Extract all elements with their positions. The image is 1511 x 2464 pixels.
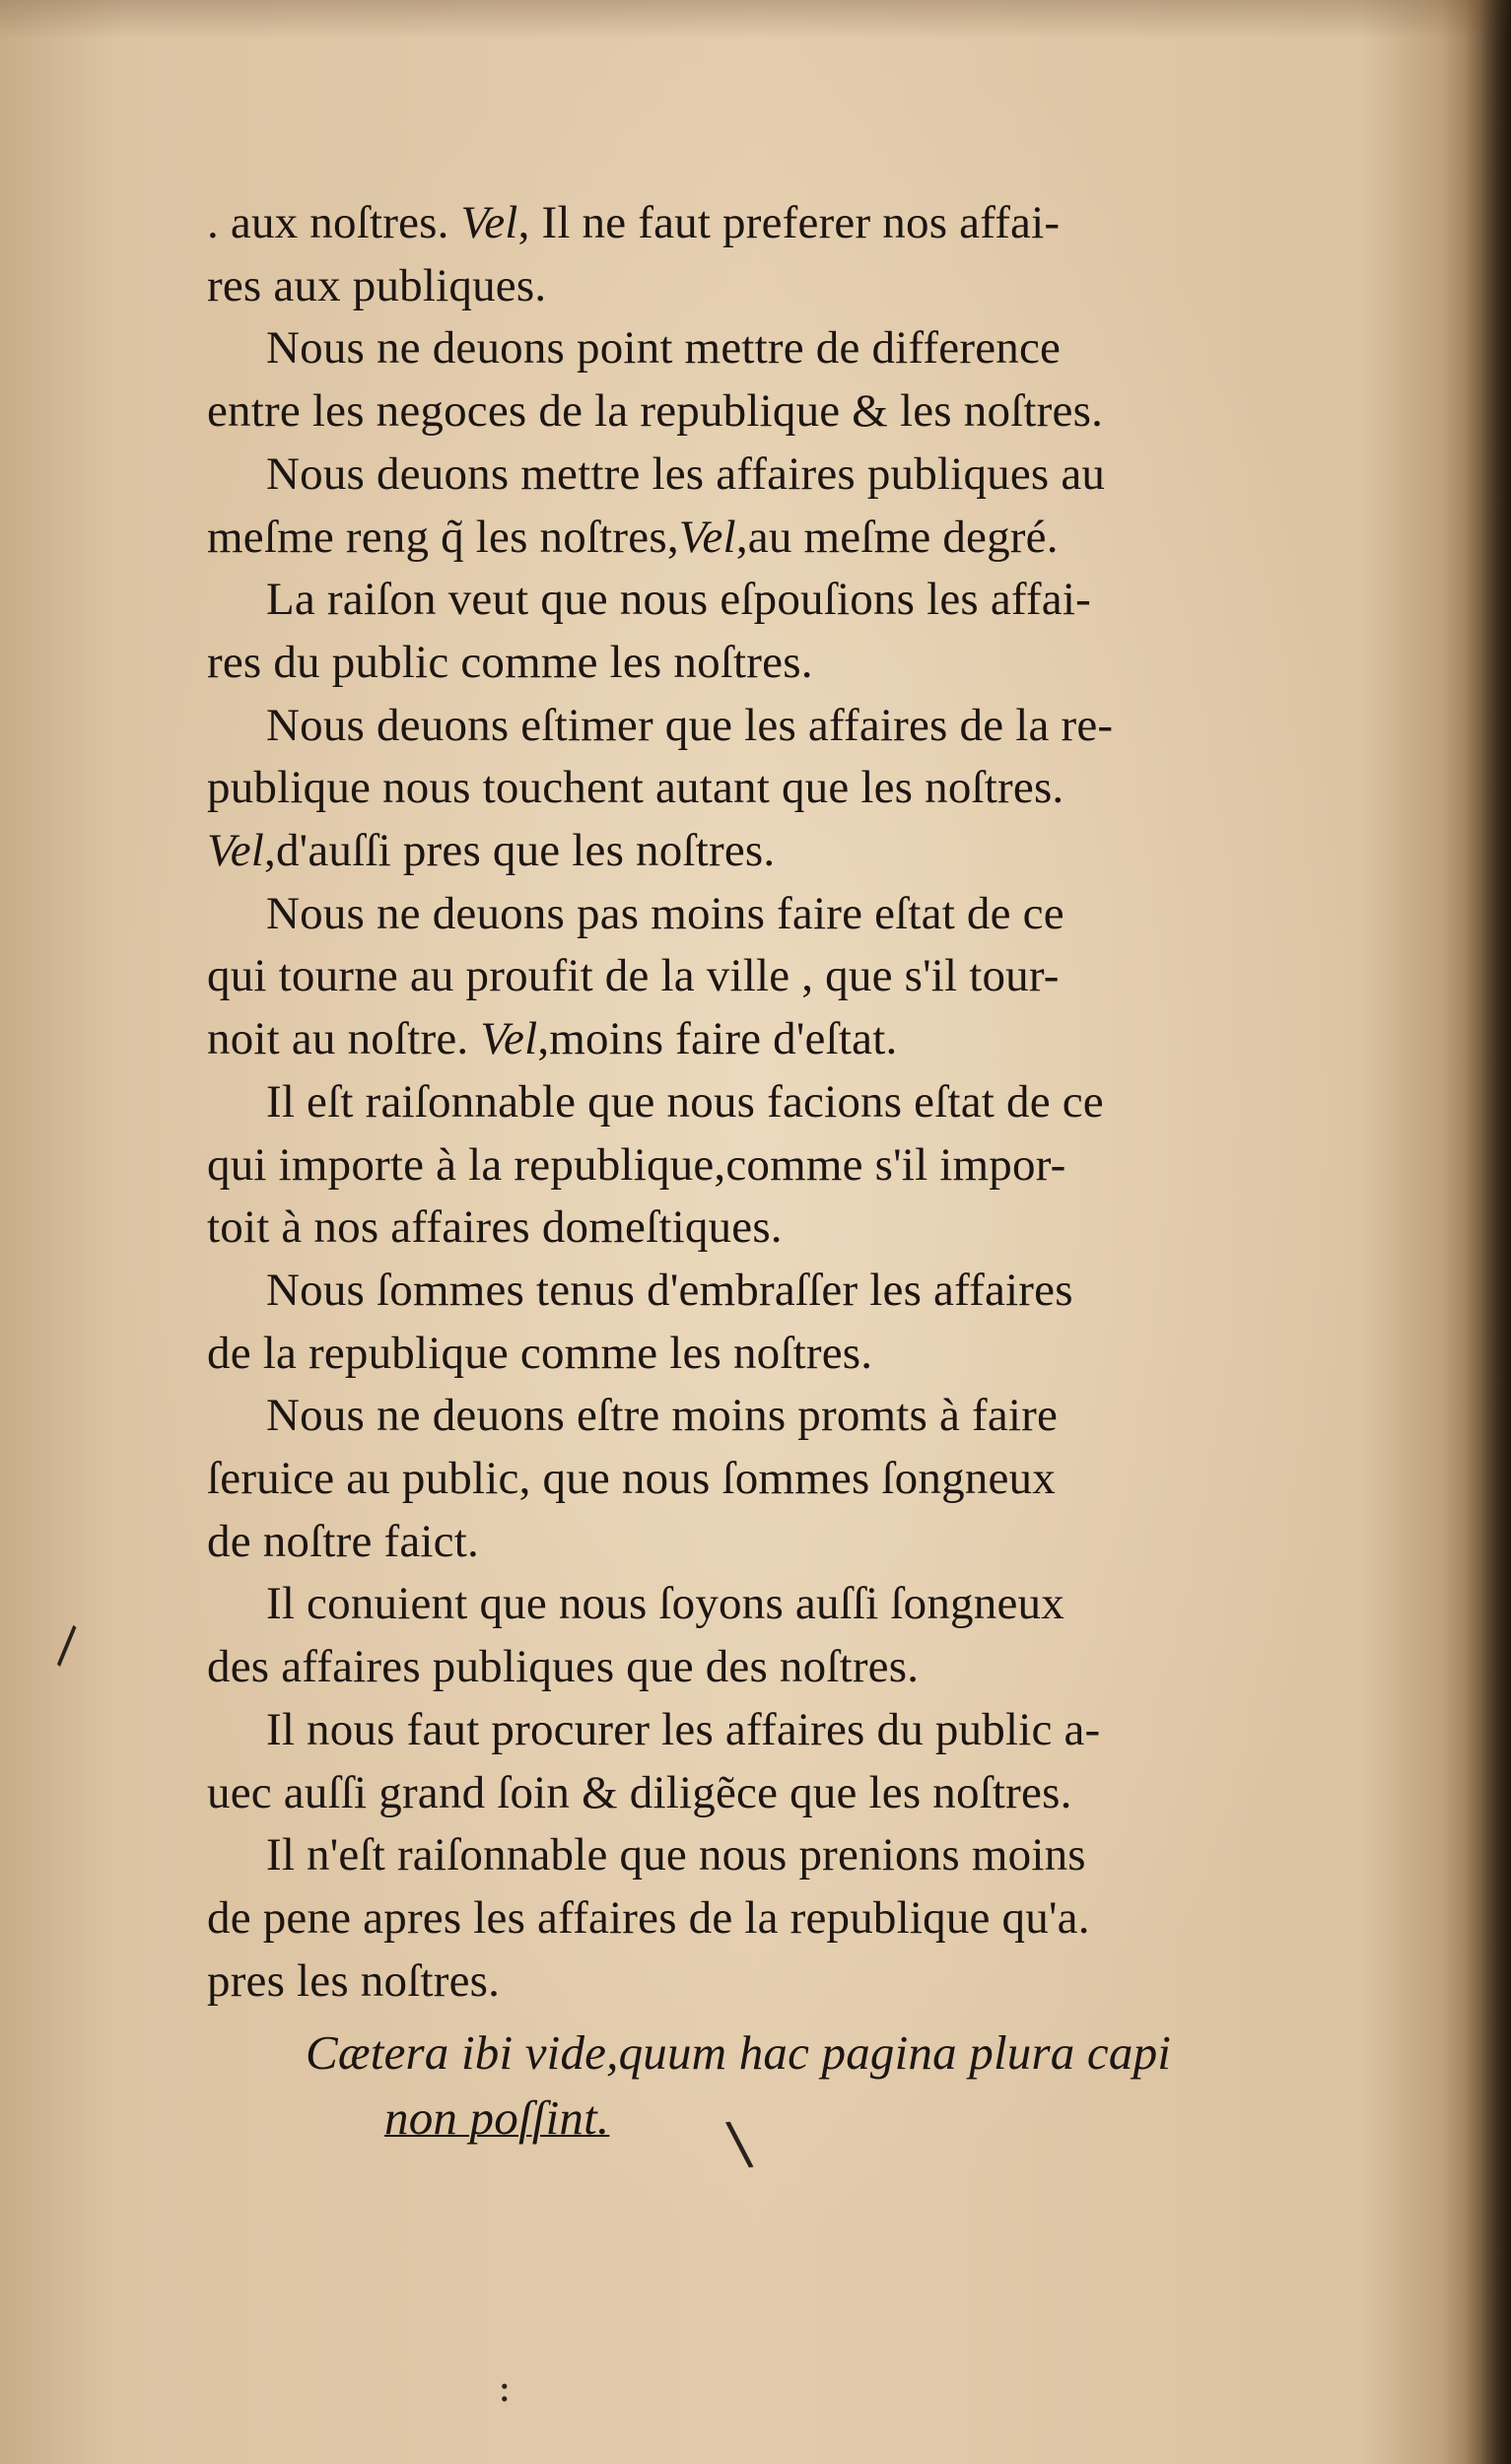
text-line bbox=[207, 1448, 1350, 1511]
text-run: pres les noſtres. bbox=[207, 1954, 501, 2007]
vel-marker: Vel bbox=[678, 511, 736, 563]
stray-mark: \ bbox=[723, 2107, 756, 2180]
text-run: entre les negoces de la republique & les noſtres. bbox=[207, 385, 1104, 438]
text-run: publique nous touchent autant que les noſtres. bbox=[207, 762, 1065, 814]
text-run: La raiſon veut que nous eſpouſions les affai- bbox=[266, 574, 1091, 626]
text-line bbox=[207, 1071, 1350, 1134]
text-line bbox=[207, 317, 1350, 380]
text-line bbox=[207, 255, 1350, 318]
text-line bbox=[207, 1636, 1350, 1699]
text-line bbox=[207, 1951, 1350, 2014]
text-run: uec auſſi grand ſoin & diligẽce que les noſtres. bbox=[207, 1766, 1072, 1818]
text-line bbox=[207, 757, 1350, 820]
text-line bbox=[207, 1260, 1350, 1323]
text-run: Nous ne deuons point mettre de difference bbox=[266, 322, 1062, 375]
page-text bbox=[207, 192, 1350, 2151]
text-line bbox=[207, 1323, 1350, 1386]
text-run: qui tourne au proufit de la ville , que s'il tour- bbox=[207, 950, 1060, 1002]
text-run: . aux noſtres. bbox=[207, 197, 461, 248]
text-line bbox=[207, 1008, 1350, 1071]
text-run: de noſtre faict. bbox=[207, 1515, 479, 1567]
text-run: de pene apres les affaires de la republique qu'a. bbox=[207, 1891, 1090, 1944]
text-line bbox=[207, 192, 1350, 255]
text-run: Il conuient que nous ſoyons auſſi ſongneux bbox=[266, 1578, 1065, 1630]
text-run: Il nous faut procurer les affaires du public a- bbox=[266, 1703, 1101, 1755]
text-run: Nous deuons mettre les affaires publiques au bbox=[266, 447, 1106, 500]
stray-mark: : bbox=[498, 2365, 512, 2411]
stray-mark: \ bbox=[42, 1617, 93, 1673]
text-run: de la republique comme les noſtres. bbox=[207, 1327, 873, 1379]
text-line bbox=[207, 507, 1350, 570]
text-line bbox=[207, 1762, 1350, 1825]
text-line bbox=[207, 945, 1350, 1008]
closing-note bbox=[207, 2020, 1350, 2151]
text-run: meſme reng q̃ les noſtres, bbox=[207, 511, 679, 563]
page-spine-shadow bbox=[1442, 0, 1511, 2464]
text-run: Nous ſommes tenus d'embraſſer les affaires bbox=[266, 1264, 1073, 1316]
text-line bbox=[207, 1385, 1350, 1448]
text-run: res du public comme les noſtres. bbox=[207, 636, 813, 688]
text-run: ,moins faire d'eſtat. bbox=[537, 1013, 898, 1065]
closing-note-line-1: Cætera ibi vide,quum hac pagina plura capi bbox=[306, 2025, 1172, 2081]
text-run: ,au meſme degré. bbox=[735, 511, 1059, 563]
closing-note-line-2: non poſſint. bbox=[384, 2090, 610, 2146]
text-run: ſeruice au public, que nous ſommes ſongneux bbox=[207, 1453, 1056, 1505]
text-line bbox=[207, 1511, 1350, 1574]
text-line bbox=[207, 569, 1350, 632]
vel-marker: Vel bbox=[460, 197, 518, 248]
text-line bbox=[207, 695, 1350, 758]
text-line bbox=[207, 1699, 1350, 1762]
text-run: Il eſt raiſonnable que nous facions eſtat de ce bbox=[266, 1075, 1104, 1128]
text-run: qui importe à la republique,comme s'il impor- bbox=[207, 1138, 1066, 1191]
text-line bbox=[207, 1134, 1350, 1198]
text-run: , Il ne faut preferer nos affai- bbox=[517, 197, 1061, 248]
vel-marker: Vel bbox=[480, 1013, 538, 1065]
text-line bbox=[207, 380, 1350, 444]
vel-marker: Vel bbox=[207, 825, 265, 877]
text-run: Nous deuons eſtimer que les affaires de la re- bbox=[266, 699, 1114, 751]
text-line bbox=[207, 1824, 1350, 1887]
text-line bbox=[207, 1887, 1350, 1951]
text-run: Nous ne deuons pas moins faire eſtat de ce bbox=[266, 887, 1065, 939]
text-line bbox=[207, 444, 1350, 507]
text-line bbox=[207, 820, 1350, 883]
text-run: des affaires publiques que des noſtres. bbox=[207, 1641, 920, 1693]
text-run: noit au noſtre. bbox=[207, 1013, 481, 1065]
text-run: ,d'auſſi pres que les noſtres. bbox=[264, 825, 776, 877]
text-run: Il n'eſt raiſonnable que nous prenions moins bbox=[266, 1829, 1086, 1882]
text-run: res aux publiques. bbox=[207, 259, 547, 311]
text-run: Nous ne deuons eſtre moins promts à faire bbox=[266, 1390, 1059, 1442]
text-line bbox=[207, 1197, 1350, 1260]
text-line bbox=[207, 883, 1350, 946]
text-line bbox=[207, 1573, 1350, 1636]
text-line bbox=[207, 632, 1350, 695]
text-run: toit à nos affaires domeſtiques. bbox=[207, 1201, 783, 1254]
page-top-edge bbox=[0, 0, 1511, 39]
